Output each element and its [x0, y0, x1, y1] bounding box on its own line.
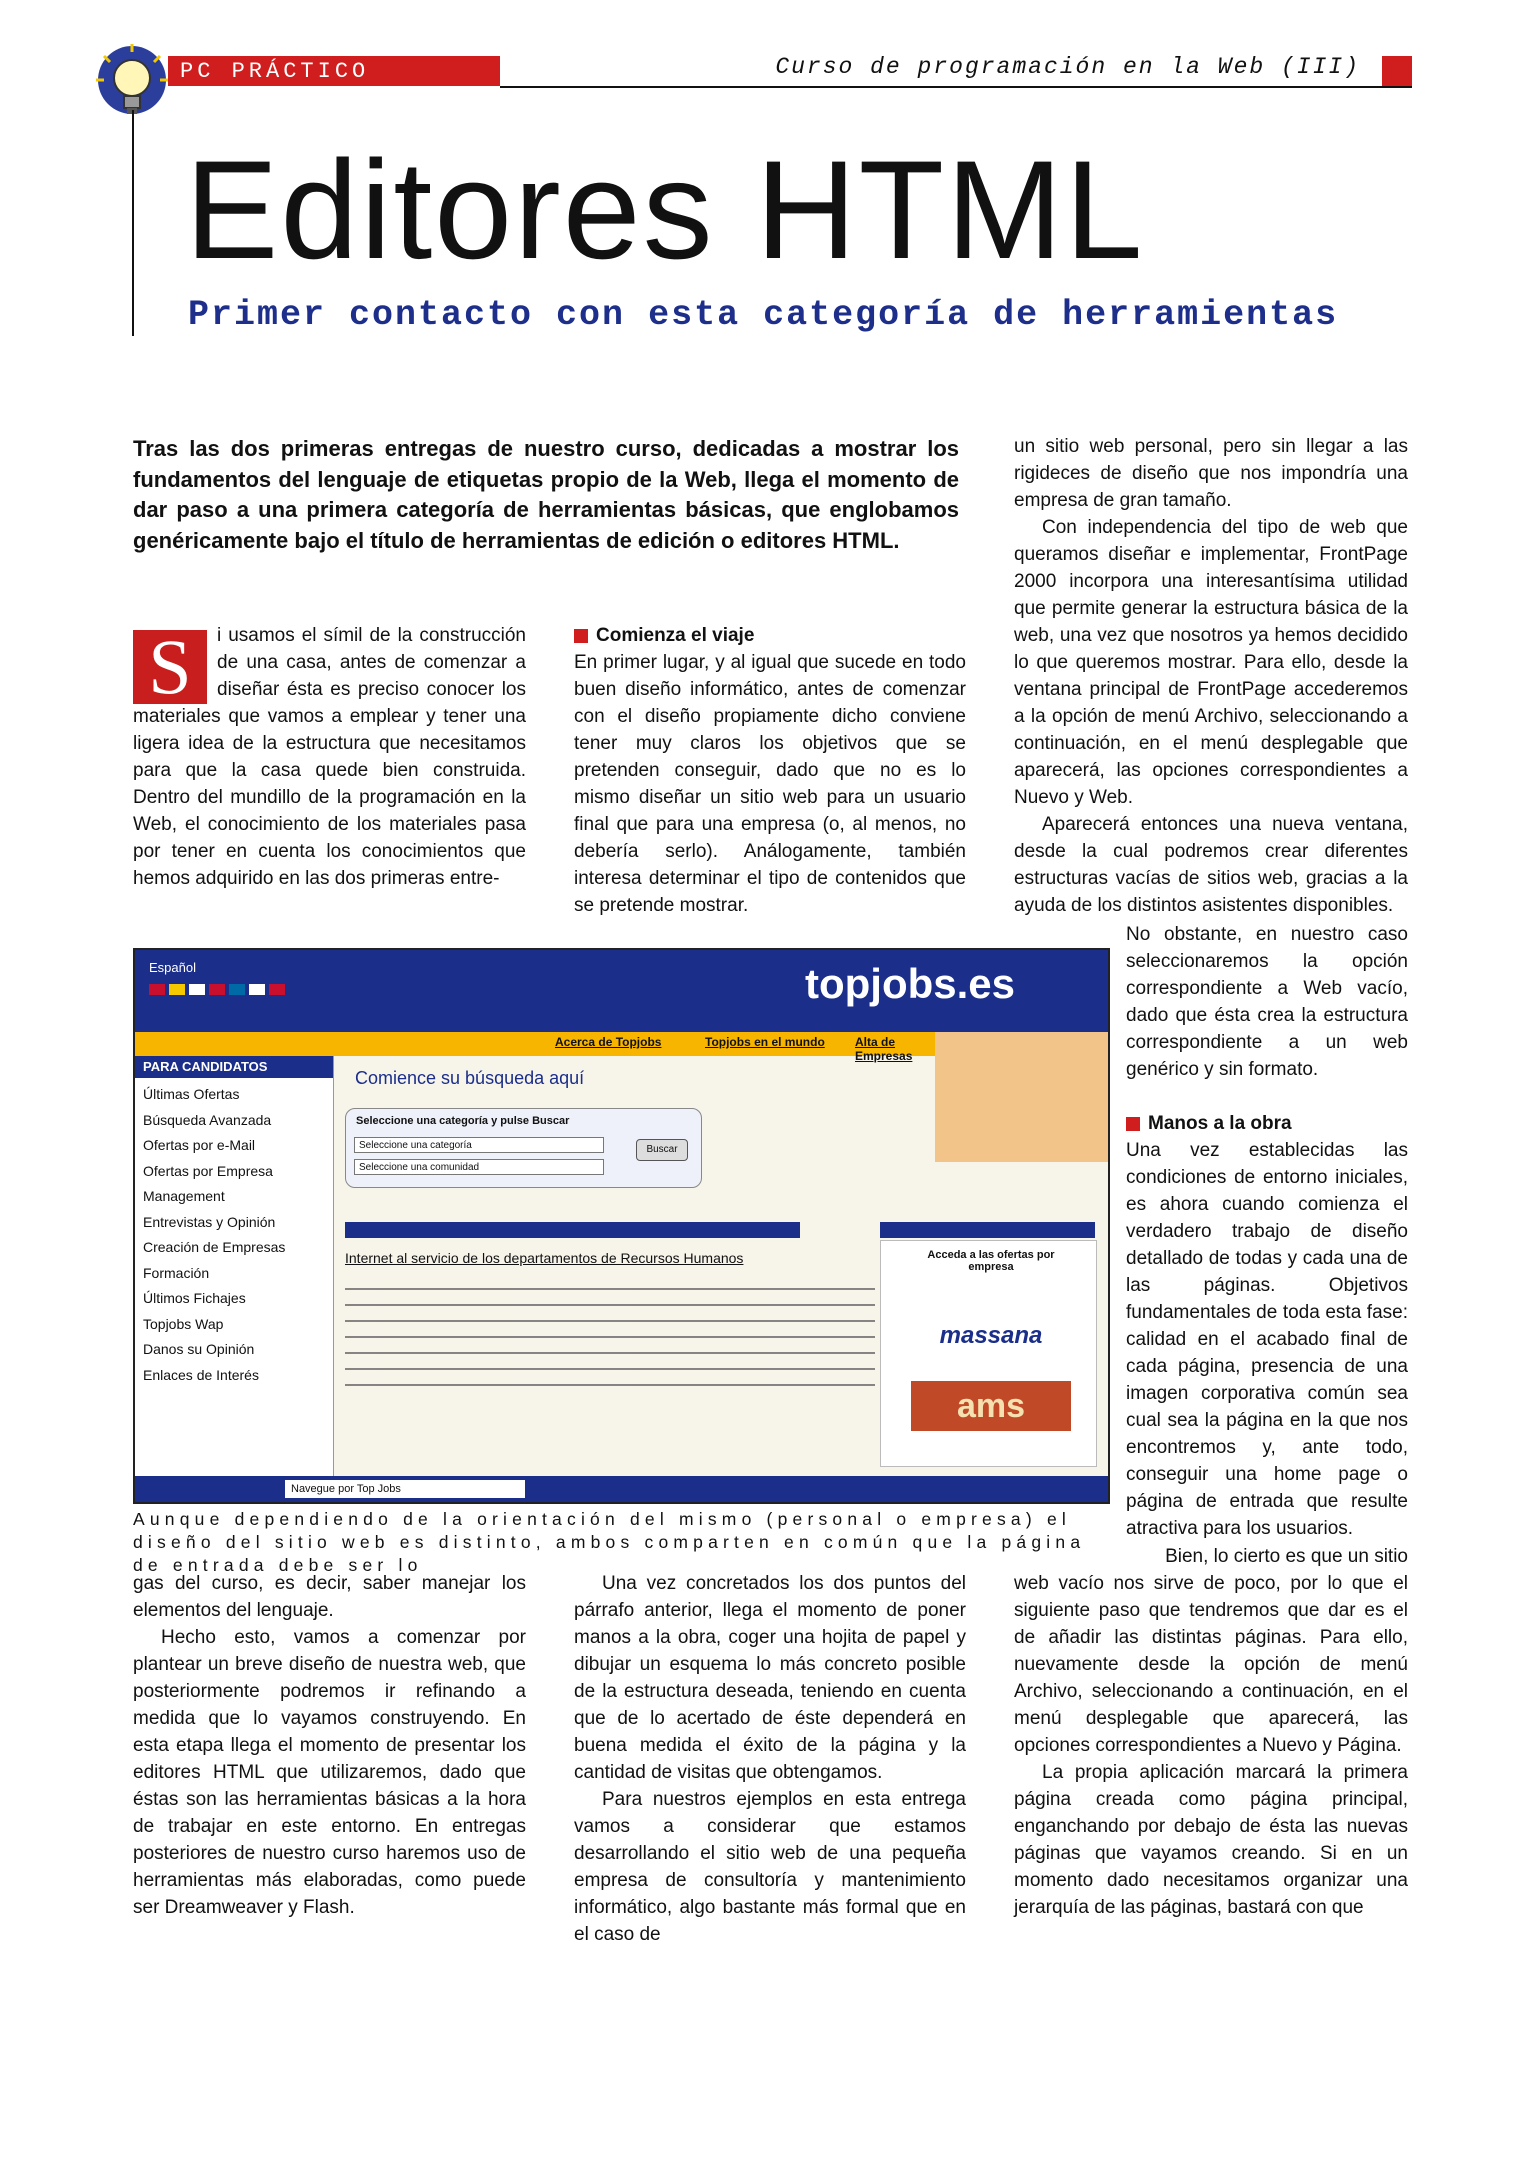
paragraph: web vacío nos sirve de poco, por lo que el siguiente paso que tendremos que dar es el de añadir las distintas páginas. Para ello, nuevamente desde la opción de menú Archivo, seleccionando a continuación, en el menú desplegable que aparecerá, las opciones correspondientes a Nuevo y Página. — [1014, 1573, 1408, 1756]
sidebar-item[interactable]: Entrevistas y Opinión — [143, 1213, 276, 1230]
sidebar-item[interactable]: Creación de Empresas — [143, 1239, 286, 1255]
flag-icon — [149, 984, 165, 995]
figure-caption: Aunque dependiendo de la orientación del mismo (personal o empresa) el diseño del sitio web es distinto, ambos comparten en común que la página de entrada debe ser lo — [133, 1509, 1086, 1575]
paragraph: Con independencia del tipo de web que queramos diseñar e implementar, FrontPage 2000 incorpora una interesantísima utilidad que permite generar la estructura básica de la web, una vez que nosotros ya hemos decidido lo que queremos mostrar. Para ello, desde la ventana principal de FrontPage accederemos a la opción de menú Archivo, seleccionando a continuación, en el menú desplegable que aparecerá, las opciones correspondientes a Nuevo y Web. — [1014, 517, 1408, 808]
sidebar-item[interactable]: Enlaces de Interés — [143, 1366, 259, 1383]
sidebar-item[interactable]: Búsqueda Avanzada — [143, 1111, 272, 1128]
flag-icon — [249, 984, 265, 995]
section-heading-text: Manos a la obra — [1148, 1113, 1292, 1134]
paragraph: Hecho esto, vamos a comenzar por plantear un breve diseño de nuestra web, que posteriormente podremos ir refinando a medida que lo vayamos construyendo. En esta etapa llega el momento de presentar los editores HTML que utilizaremos, dado que éstas son las herramientas básicas a la hora de trabajar en este entorno. En entregas posteriores de nuestro curso haremos uso de herramientas más elaboradas, como puede ser Dreamweaver y Flash. — [133, 1627, 526, 1918]
header-accent-square — [1382, 56, 1412, 86]
paragraph: En primer lugar, y al igual que sucede en todo buen diseño informático, antes de comenzar con el diseño propiamente dicho conviene tener muy claros los objetivos que se pretenden conseguir, dado que no es lo mismo diseñar un sitio web para un usuario final que para una empresa (o, al menos, no debería serlo). Análogamente, también interesa determinar el tipo de contenidos que se pretende mostrar. — [574, 652, 966, 916]
search-button[interactable]: Buscar — [636, 1139, 688, 1161]
search-heading: Comience su búsqueda aquí — [355, 1068, 585, 1088]
language-label: Español — [149, 960, 196, 975]
category-select[interactable]: Seleccione una categoría — [354, 1137, 604, 1153]
sidebar-list — [143, 1082, 329, 1388]
drop-cap: S — [133, 630, 207, 704]
column-3-narrow — [1126, 921, 1408, 1542]
vertical-rule — [132, 110, 134, 336]
flag-icon — [169, 984, 185, 995]
sidebar-item[interactable]: Ofertas por e-Mail — [143, 1137, 256, 1153]
paragraph: Para nuestros ejemplos en esta entrega vamos a considerar que estamos desarrollando el sitio web de una pequeña empresa de consultoría y mantenimiento informático, algo bastante más formal que en el caso de — [574, 1789, 966, 1945]
bullet-square-icon — [574, 629, 588, 643]
flag-icon — [189, 984, 205, 995]
column-3-top — [1014, 433, 1408, 919]
brand-logo: topjobs.es — [805, 960, 1016, 1007]
page-subtitle: Primer contacto con esta categoría de herramientas — [188, 295, 1339, 335]
flag-icon — [229, 984, 245, 995]
section-heading-text: Comienza el viaje — [596, 625, 755, 646]
paragraph: Una vez establecidas las condiciones de entorno iniciales, es ahora cuando comienza el verdadero trabajo de diseño detallado de todas y cada una de las páginas. Objetivos fundamentales de toda esta fase: calidad en el acabado final de cada página, presencia de una imagen corporativa común sea cual sea la página en la que nos encontremos y, ante todo, conseguir una home page o página de entrada que resulte atractiva para los usuarios. — [1126, 1140, 1408, 1539]
sidebar-heading: PARA CANDIDATOS — [135, 1056, 333, 1078]
search-form-label: Seleccione una categoría y pulse Buscar — [356, 1115, 570, 1127]
sidebar-item[interactable]: Management — [143, 1188, 225, 1204]
section-heading — [1126, 1110, 1408, 1137]
paragraph: La propia aplicación marcará la primera página creada como página principal, enganchando por debajo de ésta las nuevas páginas que vayamos creando. Si en un momento dado necesitamos organizar una jerarquía de las páginas, bastará con que — [1014, 1762, 1408, 1918]
region-select[interactable]: Seleccione una comunidad — [354, 1159, 604, 1175]
col1-intro-text: i usamos el símil de la construcción de una casa, antes de comenzar a diseñar ésta es preciso conocer los materiales que vamos a emplear y tener una ligera idea de la estructura que necesitamos para que la casa quede bien construida. Dentro del mundillo de la programación en la Web, el conocimiento de los materiales pasa por tener en cuenta los conocimientos que hemos adquirido en las dos primeras entre- — [133, 625, 526, 889]
article-text-block — [345, 1280, 875, 1400]
site-footer — [135, 1476, 1108, 1502]
flag-icon — [269, 984, 285, 995]
sidebar-item[interactable]: Ofertas por Empresa — [143, 1162, 273, 1179]
lead-paragraph: Tras las dos primeras entregas de nuestro curso, dedicadas a mostrar los fundamentos del lenguaje de etiquetas propio de la Web, llega el momento de dar paso a una primera categoría de herramientas básicas, que englobamos genéricamente bajo el título de herramientas de edición o editores HTML. — [133, 436, 959, 553]
site-sidebar — [135, 1056, 334, 1502]
page-title: Editores HTML — [185, 131, 1145, 288]
search-form — [345, 1108, 702, 1188]
flag-icon — [209, 984, 225, 995]
column-2-top — [574, 622, 966, 919]
sidebar-item[interactable]: Formación — [143, 1264, 210, 1281]
sidebar-item[interactable]: Topjobs Wap — [143, 1315, 224, 1332]
header-rule — [500, 86, 1412, 88]
sidebar-item[interactable]: Últimos Fichajes — [143, 1290, 246, 1306]
paragraph: Aparecerá entonces una nueva ventana, desde la cual podremos crear diferentes estructuras vacías de sitios web, gracias a la ayuda de los distintos asistentes disponibles. — [1014, 814, 1408, 916]
news-bar — [345, 1222, 800, 1238]
section-heading — [574, 622, 966, 649]
companies-box — [880, 1240, 1097, 1467]
paragraph: Bien, lo cierto es que un sitio — [1165, 1546, 1408, 1567]
company-logo[interactable]: massana — [939, 1322, 1043, 1349]
person-photo — [935, 1032, 1108, 1162]
paragraph: No obstante, en nuestro caso seleccionaremos la opción correspondiente a Web vacío, dado que ésta crea la estructura correspondiente a un web genérico y sin formato. — [1126, 924, 1408, 1080]
companies-bar — [880, 1222, 1095, 1238]
column-3-bottom — [1014, 1570, 1408, 1921]
paragraph: un sitio web personal, pero sin llegar a las rigideces de diseño que nos impondría una empresa de gran tamaño. — [1014, 436, 1408, 511]
bullet-square-icon — [1126, 1117, 1140, 1131]
sidebar-item[interactable]: Danos su Opinión — [143, 1341, 255, 1357]
paragraph: gas del curso, es decir, saber manejar los elementos del lenguaje. — [133, 1573, 526, 1621]
navigate-select[interactable]: Navegue por Top Jobs — [285, 1480, 525, 1498]
website-screenshot-figure — [133, 948, 1110, 1504]
nav-link[interactable]: Topjobs en el mundo — [705, 1035, 825, 1049]
sidebar-item[interactable]: Últimas Ofertas — [143, 1086, 240, 1102]
column-1-bottom — [133, 1570, 526, 1921]
nav-link[interactable]: Acerca de Topjobs — [555, 1035, 662, 1049]
flag-row — [149, 984, 285, 995]
article-link[interactable]: Internet al servicio de los departamentos de Recursos Humanos — [345, 1250, 744, 1266]
companies-label: Acceda a las ofertas por empresa — [927, 1249, 1055, 1273]
nav-link[interactable]: Alta de Empresas — [855, 1035, 913, 1063]
section-label: PC PRÁCTICO — [180, 59, 370, 84]
site-nav — [135, 1032, 935, 1063]
column-1-top — [133, 622, 526, 892]
series-title: Curso de programación en la Web (III) — [775, 54, 1360, 80]
company-logo[interactable]: ams — [911, 1381, 1071, 1431]
paragraph: Una vez concretados los dos puntos del párrafo anterior, llega el momento de poner manos a la obra, coger una hojita de papel y dibujar un esquema lo más concreto posible de la estructura deseada, teniendo en cuenta que de lo acertado de éste dependerá en buena medida el éxito de la página y la cantidad de visitas que obtengamos. — [574, 1573, 966, 1783]
column-2-bottom — [574, 1570, 966, 1948]
